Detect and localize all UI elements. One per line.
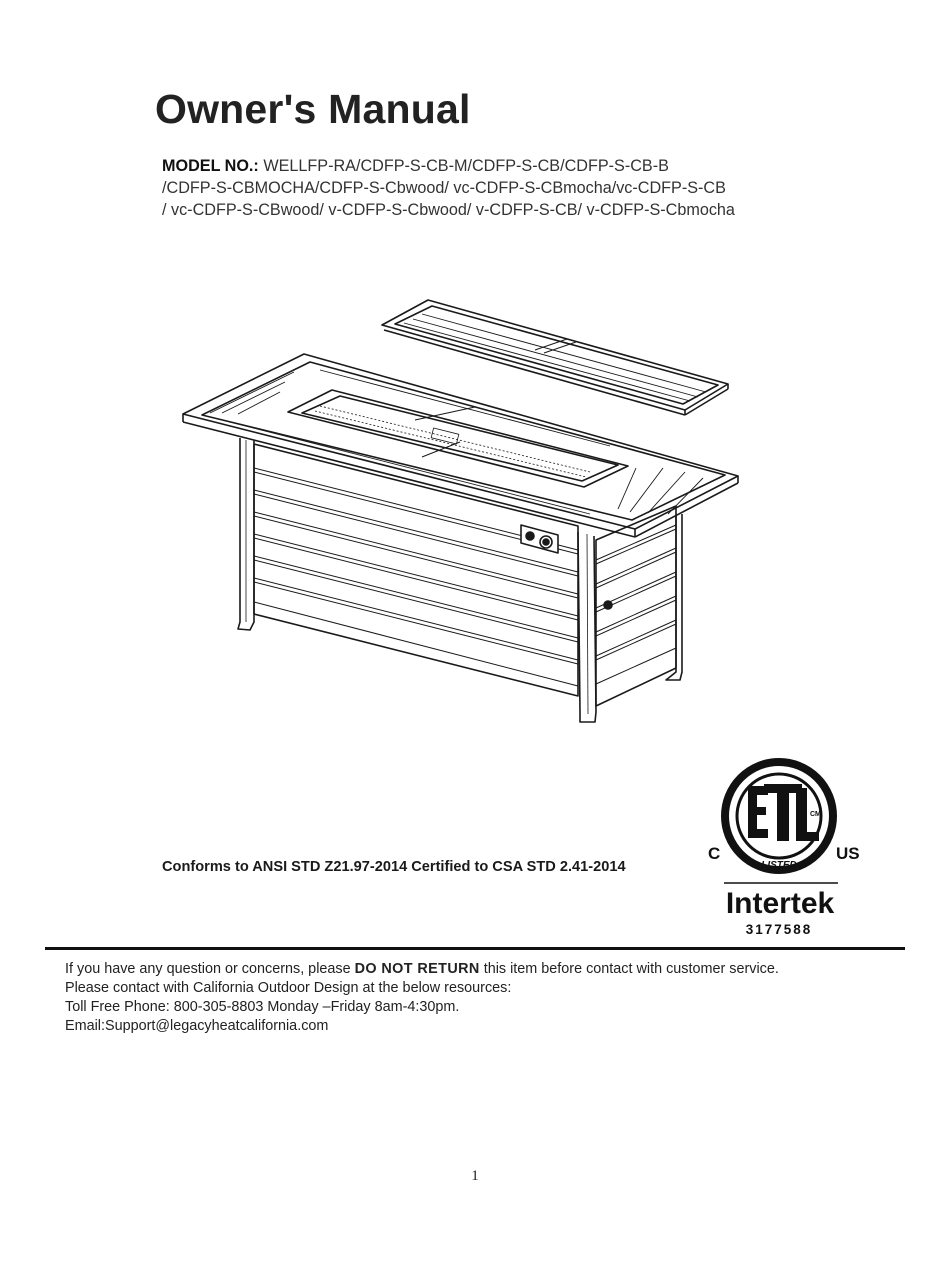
etl-c-letter: C [708, 844, 721, 863]
page-number: 1 [471, 1168, 479, 1184]
etl-listed-text: LISTED [761, 860, 797, 871]
do-not-return-text: DO NOT RETURN [354, 961, 480, 977]
contact-line-1 [65, 960, 779, 979]
etl-letter-e [748, 786, 768, 838]
etl-cm-mark: CM [810, 811, 821, 818]
model-line-3: / vc-CDFP-S-CBwood/ v-CDFP-S-Cbwood/ v-CDFP-S-CB/ v-CDFP-S-Cbmocha [162, 201, 735, 219]
model-label: MODEL NO.: [162, 157, 259, 175]
etl-us-letters: US [836, 844, 860, 863]
contact-line-2: Please contact with California Outdoor Design at the below resources: [65, 980, 512, 996]
model-numbers [162, 155, 862, 221]
contact-info [65, 960, 779, 1036]
manual-title: Owner's Manual [155, 86, 471, 132]
standards-statement: Conforms to ANSI STD Z21.97-2014 Certified to CSA STD 2.41-2014 [162, 859, 626, 875]
fire-table-illustration [170, 292, 745, 732]
contact-phone: Toll Free Phone: 800-305-8803 Monday –Friday 8am-4:30pm. [65, 999, 460, 1015]
model-list-part-1: WELLFP-RA/CDFP-S-CB-M/CDFP-S-CB/CDFP-S-CB-B [258, 157, 669, 175]
section-divider [45, 947, 905, 950]
contact-line-1-intro: If you have any question or concerns, please [65, 961, 355, 977]
contact-email: Email:Support@legacyheatcalifornia.com [65, 1018, 329, 1034]
model-line-2: /CDFP-S-CBMOCHA/CDFP-S-Cbwood/ vc-CDFP-S-CBmocha/vc-CDFP-S-CB [162, 179, 726, 197]
etl-listed-logo [700, 758, 880, 943]
intertek-number: 3177588 [745, 922, 813, 937]
intertek-name: Intertek [725, 887, 835, 920]
contact-line-1-end: this item before contact with customer service. [479, 961, 779, 977]
model-line-1 [162, 155, 862, 177]
